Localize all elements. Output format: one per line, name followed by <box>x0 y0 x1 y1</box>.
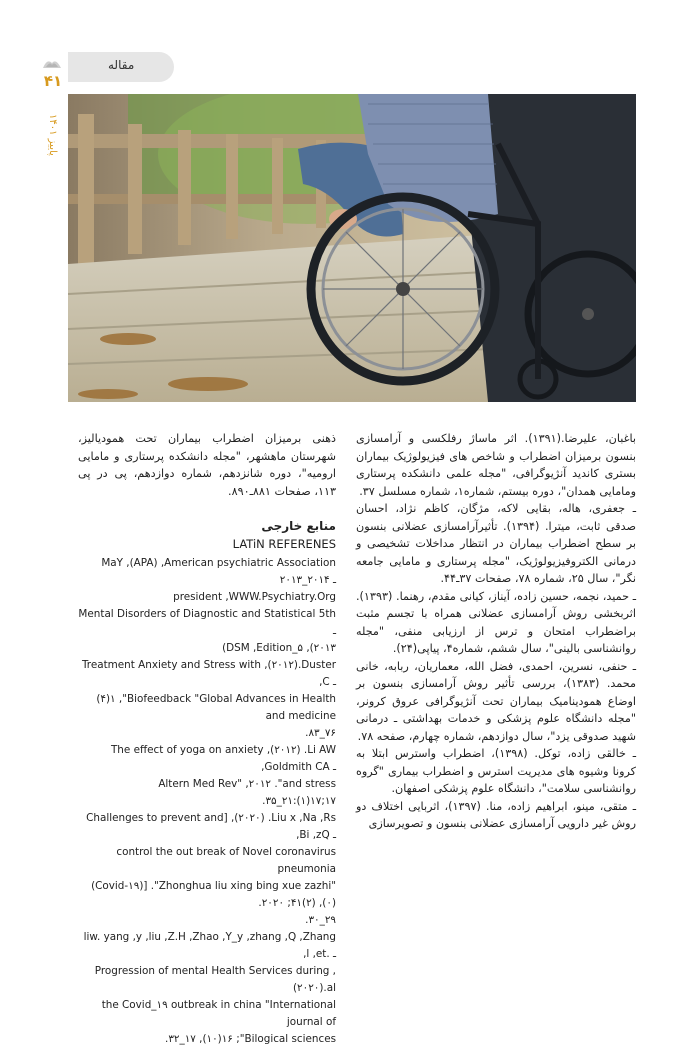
reference-continuation: ذهنی برمیزان اضطراب بیماران تحت همودیالیز، شهرستان ماهشهر، "مجله دانشکده پرستاری و مامایی ارومیه"، دوره شانزدهم، شماره دوازدهم، پی در پی ۱۱۳، صفحات ۸۸۱ـ۸۹۰. <box>78 432 336 498</box>
latin-reference-entry: MaY ,(APA) ,American psychiatric Association ۲۰۱۳_۲۰۱۴ ـ president ,WWW.Psychiatry.Org <box>101 557 336 603</box>
latin-reference-entry: Mental Disorders of Diagnostic and Statistical 5th ـ (DSM ,Edition_۵ ,(۲۰۱۳ <box>78 608 336 654</box>
latin-reference-entry: Challenges to prevent and] ,(۲۰۲۰) .Liu x ,Na ,Rs ,Bi ,zQ ـ control the out break of Novel coronavirus pneumonia (Covid-۱۹)] ."Zhonghua liu xing bing xue zazhi" .۲۰۲۰ ;۴۱(۲) ,(۰) .۳۰_۲۹ <box>86 812 336 926</box>
section-label: مقاله <box>108 58 135 72</box>
issue-label: پاییز ۱۴۰۱ <box>47 114 58 156</box>
latin-reference-entry: The effect of yoga on anxiety ,(۲۰۱۲) .Li AW ,Goldmith CA ـ Altern Med Rev" ,۲۰۱۲ ."and stress .۳۵_۲۱:(۱)۱۷;۱۷ <box>110 744 336 807</box>
reference-entry: باغبان، علیرضا.(۱۳۹۱). اثر ماساژ رفلکسی و آرامسازی بنسون برمیزان اضطراب و شاخص های فیزیولوژیک بیماران بستری کاندید آنژیوگرافی، "مجله علمی دانشکده پرستاری ومامایی همدان"، دوره بیستم، شماره۱، شماره مسلسل ۳۷. <box>356 432 636 498</box>
reference-entry: ـ حنفی، نسرین، احمدی، فضل الله، معماریان، ربابه، خانی محمد. (۱۳۸۳)، بررسی تأثیر روش آرامسازی بنسون بر اوضاع همودینامیک بیماران تحت آنژیوگرافی عروق کرونر، "مجله دانشگاه علوم پزشکی و خدمات بهداشتی ـ درمانی شهید صدوقی یزد"، سال دوازدهم، شماره چهارم، صفحه ۷۸. <box>356 659 636 743</box>
wheelchair-photo <box>68 94 636 402</box>
reference-entry: ـ حمید، نجمه، حسین زاده، آیناز، کیانی مقدم، رهنما. (۱۳۹۳). اثربخشی روش آرامسازی عضلانی همراه با تجسم مثبت براضطراب امتحان و ترس از ارزیابی منفی، "مجله روانشناسی بالینی"، سال ششم، شماره۴، پیاپی(۲۴). <box>356 589 636 655</box>
wheelchair-photo-icon <box>68 94 636 402</box>
latin-references-heading: LATiN REFERENES <box>232 536 336 551</box>
latin-reference-entry: liw. yang ,y ,liu ,Z.H ,Zhao ,Y_y ,zhang ,Q ,Zhang ,l ,et. ـ Progression of mental Health Services during ,(۲۰۲۰).al the Covid_۱۹ outbreak in china "International journal of .۳۲_۱۷ ,(۱۰)۱۶ ;"Bilogical sciences <box>83 931 336 1045</box>
page-number: ۴۱ <box>43 72 63 90</box>
references-left-column <box>78 430 336 1048</box>
reference-entry: ـ جعفری، هاله، بقایی لاکه، مژگان، کاظم نژاد، احسان صدقی ثابت، میترا. (۱۳۹۴). تأثیرآرامسازی عضلانی بنسون بر سطح اضطراب بیماران در انتظار مداخلات تشخیصی و درمانی الکتروفیزیولوژیک، "مجله پرستاری و مامایی جامعه نگر"، سال ۲۵، شماره ۷۸، صفحات ۳۷ـ۴۴. <box>356 502 636 585</box>
foreign-references-heading: منابع خارجی <box>261 519 336 533</box>
reference-entry: ـ متقی، مینو، ابراهیم زاده، منا. (۱۳۹۷)، اثربایی اختلاف دو روش غیر دارویی آرامسازی عضلانی بنسون و تصویرسازی <box>356 799 636 830</box>
reference-entry: ـ خالقی زاده، توکل. (۱۳۹۸)، اضطراب واسترس ابتلا به کرونا وشیوه های مدیریت استرس و اضطراب بیماری "گروه روانشناسی سلامت"، دانشگاه علوم پزشکی اصفهان. <box>356 747 636 795</box>
page-margin <box>0 0 68 900</box>
references-right-column <box>356 430 636 833</box>
latin-reference-entry: Treatment Anxiety and Stress with ,(۲۰۱۲).Duster ,C ـ (۴)۱ ,"Biofeedback "Global Advances in Health and medicine .۸۳_۷۶ <box>81 659 336 739</box>
journal-logo-icon <box>41 56 63 70</box>
section-tab <box>68 52 174 82</box>
